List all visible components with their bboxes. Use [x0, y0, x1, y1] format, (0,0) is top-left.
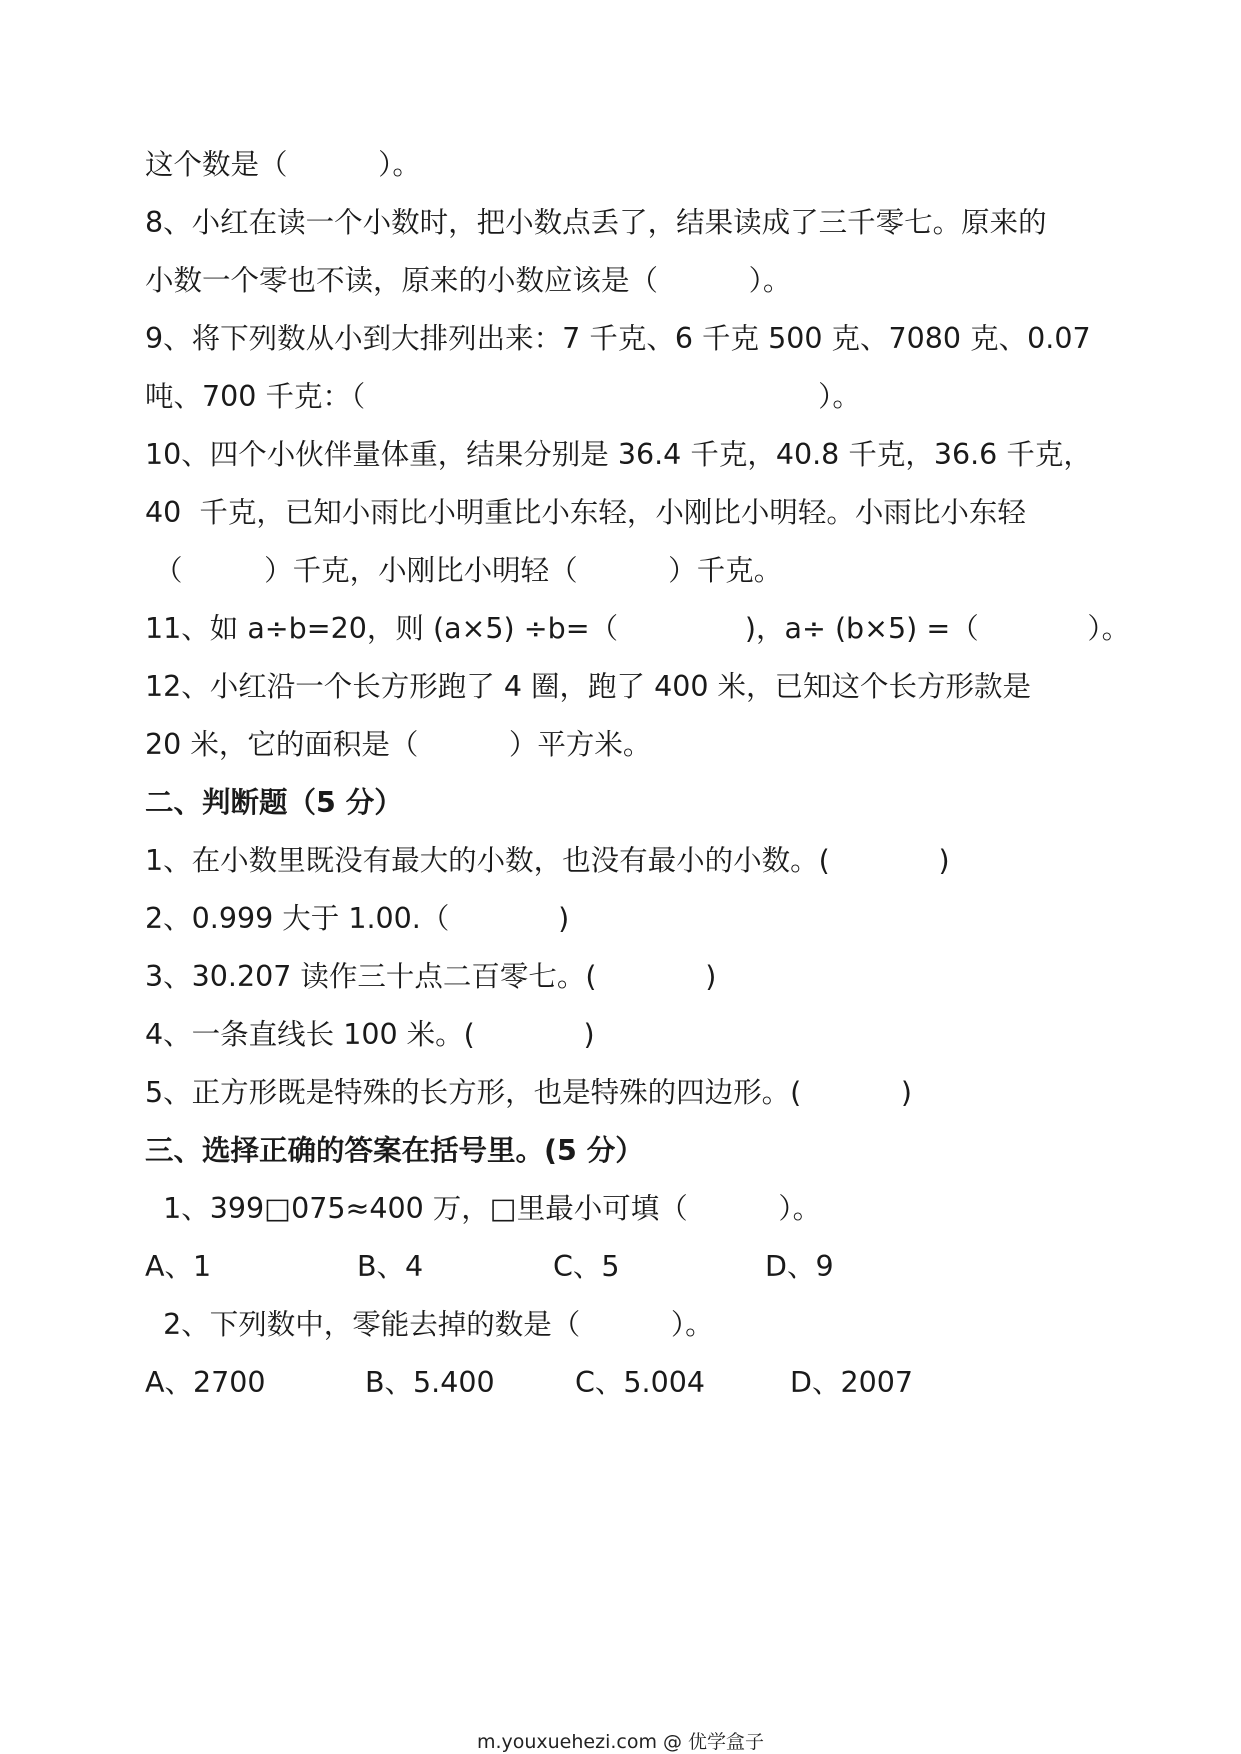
- section-2-heading: 二、判断题（5 分）: [145, 786, 403, 819]
- choice-1-option-a: A、1: [145, 1250, 212, 1283]
- question-8-line-2: 小数一个零也不读，原来的小数应该是（ ）。: [145, 264, 792, 297]
- choice-question-2: 2、下列数中，零能去掉的数是（ ）。: [145, 1308, 714, 1341]
- choice-1-option-d: D、9: [765, 1250, 834, 1283]
- judge-item-3: 3、30.207 读作三十点二百零七。( ): [145, 960, 717, 993]
- choice-1-option-c: C、5: [553, 1250, 620, 1283]
- question-8-line-1: 8、小红在读一个小数时，把小数点丢了，结果读成了三千零七。原来的: [145, 206, 1047, 239]
- choice-2-option-d: D、2007: [790, 1366, 913, 1399]
- judge-item-5: 5、正方形既是特殊的长方形，也是特殊的四边形。( ): [145, 1076, 913, 1109]
- choice-1-option-b: B、4: [357, 1250, 424, 1283]
- question-11: 11、如 a÷b=20，则 (a×5) ÷b=（ )，a÷ (b×5) =（ ）。: [145, 612, 1131, 645]
- choice-2-option-c: C、5.004: [575, 1366, 705, 1399]
- question-10-line-3: （ ）千克，小刚比小明轻（ ）千克。: [145, 554, 783, 587]
- question-12-line-2: 20 米，它的面积是（ ）平方米。: [145, 728, 652, 761]
- judge-item-2: 2、0.999 大于 1.00.（ ): [145, 902, 570, 935]
- choice-2-option-a: A、2700: [145, 1366, 266, 1399]
- choice-question-1: 1、399□075≈400 万，□里最小可填（ ）。: [145, 1192, 822, 1225]
- question-10-line-1: 10、四个小伙伴量体重，结果分别是 36.4 千克，40.8 千克，36.6 千克，: [145, 438, 1092, 471]
- question-12-line-1: 12、小红沿一个长方形跑了 4 圈，跑了 400 米，已知这个长方形款是: [145, 670, 1032, 703]
- footer-source: m.youxuehezi.com @ 优学盒子: [476, 1731, 765, 1753]
- judge-item-4: 4、一条直线长 100 米。( ): [145, 1018, 595, 1051]
- question-7-continuation: 这个数是（ ）。: [145, 148, 421, 181]
- choice-2-option-b: B、5.400: [365, 1366, 495, 1399]
- question-9-line-1: 9、将下列数从小到大排列出来：7 千克、6 千克 500 克、7080 克、0.07: [145, 322, 1091, 355]
- question-9-line-2: 吨、700 千克：（ ）。: [145, 380, 861, 413]
- judge-item-1: 1、在小数里既没有最大的小数，也没有最小的小数。( ): [145, 844, 950, 877]
- question-10-line-2: 40 千克，已知小雨比小明重比小东轻，小刚比小明轻。小雨比小东轻: [145, 496, 1026, 529]
- section-3-heading: 三、选择正确的答案在括号里。(5 分）: [145, 1134, 644, 1167]
